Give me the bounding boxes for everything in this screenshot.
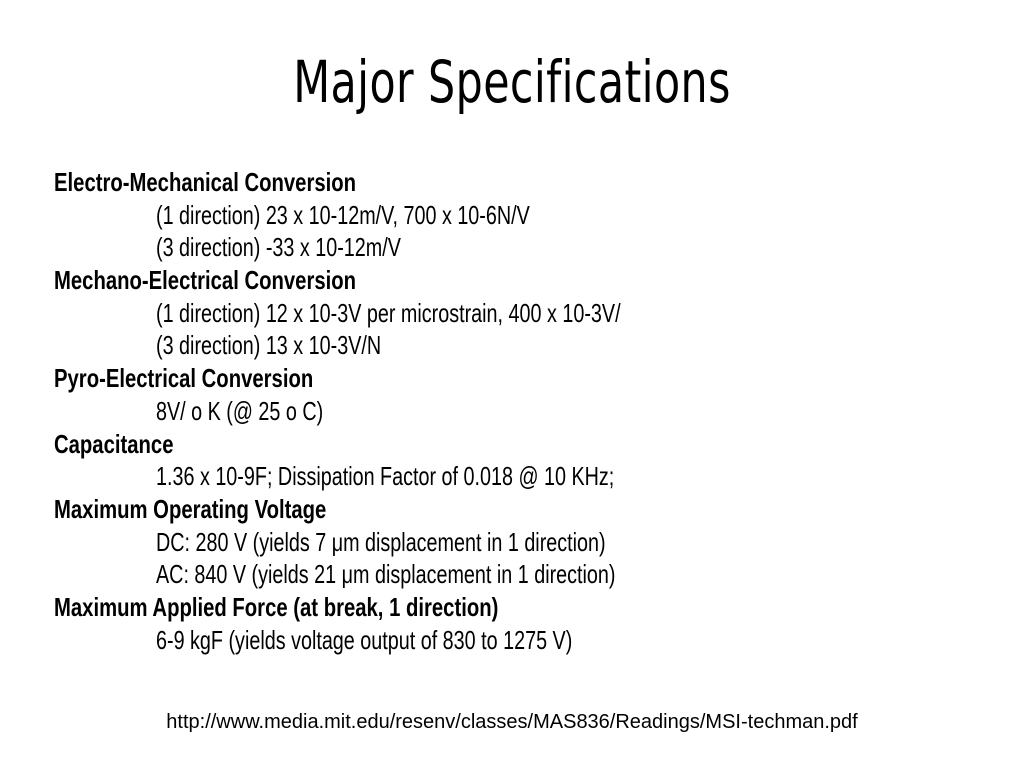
section-heading-capacitance: Capacitance xyxy=(54,428,174,459)
specifications-list xyxy=(54,166,994,656)
spec-detail-voltage-dc: DC: 280 V (yields 7 μm displacement in 1 direction) xyxy=(156,526,606,557)
spec-detail xyxy=(54,297,994,330)
spec-detail xyxy=(54,558,994,591)
spec-detail xyxy=(54,526,994,559)
spec-detail xyxy=(54,231,994,264)
section-heading xyxy=(54,362,994,395)
section-heading-max-operating-voltage: Maximum Operating Voltage xyxy=(54,493,327,524)
section-heading-max-applied-force: Maximum Applied Force (at break, 1 direction) xyxy=(54,591,499,622)
section-heading xyxy=(54,166,994,199)
spec-detail xyxy=(54,329,994,362)
source-url: http://www.media.mit.edu/resenv/classes/MAS836/Readings/MSI-techman.pdf xyxy=(166,711,858,733)
section-heading xyxy=(54,493,994,526)
spec-detail xyxy=(54,624,994,657)
slide-title: Major Specifications xyxy=(293,48,731,116)
section-heading-mechano-electrical: Mechano-Electrical Conversion xyxy=(54,265,357,296)
spec-detail-pyro-1: 8V/ o K (@ 25 o C) xyxy=(156,395,324,426)
spec-detail xyxy=(54,460,994,493)
spec-detail xyxy=(54,395,994,428)
section-heading xyxy=(54,264,994,297)
spec-detail-voltage-ac: AC: 840 V (yields 21 μm displacement in 1 direction) xyxy=(156,559,616,590)
section-heading xyxy=(54,591,994,624)
section-heading-pyro-electrical: Pyro-Electrical Conversion xyxy=(54,363,314,394)
spec-detail-me-1: (1 direction) 12 x 10-3V per microstrain, 400 x 10-3V/ xyxy=(156,297,621,328)
spec-detail-em-1: (1 direction) 23 x 10-12m/V, 700 x 10-6N/V xyxy=(156,199,530,230)
spec-detail xyxy=(54,199,994,232)
section-heading-electro-mechanical: Electro-Mechanical Conversion xyxy=(54,167,357,197)
spec-detail-me-2: (3 direction) 13 x 10-3V/N xyxy=(156,330,382,361)
spec-detail-capacitance-1: 1.36 x 10-9F; Dissipation Factor of 0.018 @ 10 KHz; xyxy=(156,461,615,492)
spec-detail-em-2: (3 direction) -33 x 10-12m/V xyxy=(156,232,401,263)
section-heading xyxy=(54,428,994,461)
spec-detail-force-1: 6-9 kgF (yields voltage output of 830 to 1275 V) xyxy=(156,624,573,655)
